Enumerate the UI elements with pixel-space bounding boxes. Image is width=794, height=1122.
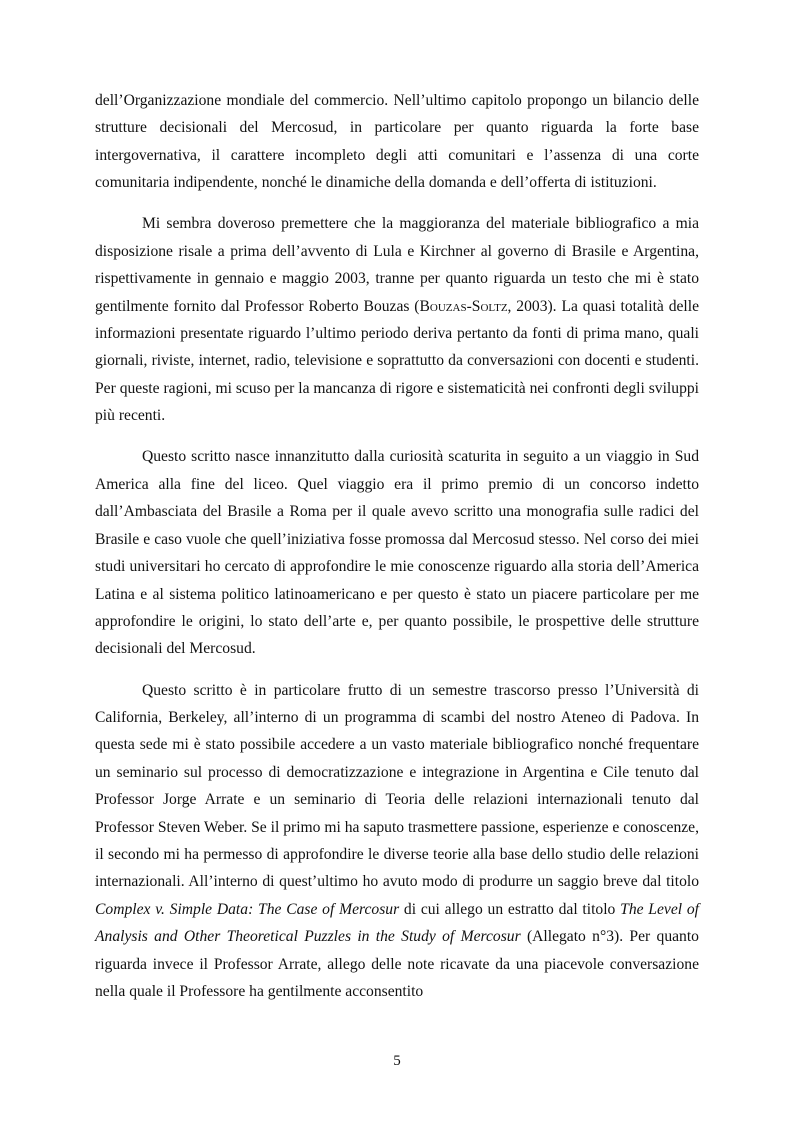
paragraph-3: Questo scritto nasce innanzitutto dalla curiosità scaturita in seguito a un viaggio in Sud America alla fine del liceo. Quel viaggio era il primo premio di un concorso indetto dall’Ambasciata del Brasile a Roma per il quale avevo scritto una monografia sulle radici del Brasile e caso vuole che quell’iniziativa fosse promossa dal Mercosud stesso. Nel corso dei miei studi universitari ho cercato di approfondire le mie conoscenze riguardo alla storia dell’America Latina e al sistema politico latinoamericano e per questo è stato un piacere particolare per me approfondire le origini, lo stato dell’arte e, per quanto possibile, le prospettive delle strutture decisionali del Mercosud. [95,448,699,658]
extract-title: The Level of Analysis and Other Theoretical Puzzles in the Study of Mercosur [95,900,699,946]
essay-title: Complex v. Simple Data: The Case of Mercosur [95,900,400,918]
paragraph-2-text-b: , 2003). La quasi totalità delle informazioni presentate riguardo l’ultimo periodo deriva pertanto da fonti di prima mano, quali giornali, riviste, internet, radio, televisione e soprattutto da conversazioni con docenti e studenti. Per queste ragioni, mi scuso per la mancanza di rigore e sistematicità nei confronti degli sviluppi più recenti. [95,297,699,425]
paragraph-4-text-c: (Allegato n°3). Per quanto riguarda invece il Professor Arrate, allego delle note ricavate da una piacevole conversazione nella quale il Professore ha gentilmente acconsentito [95,928,699,1000]
paragraph-4-text-a: Questo scritto è in particolare frutto di un semestre trascorso presso l’Università di California, Berkeley, all’interno di un programma di scambi del nostro Ateneo di Padova. In questa sede mi è stato possibile accedere a un vasto materiale bibliografico nonché frequentare un seminario sul processo di democratizzazione e integrazione in Argentina e Cile tenuto dal Professor Jorge Arrate e un seminario di Teoria delle relazioni internazionali tenuto dal Professor Steven Weber. Se il primo mi ha saputo trasmettere passione, esperienze e conoscenze, il secondo mi ha permesso di approfondire le diverse teorie alla base dello studio delle relazioni internazionali. All’interno di quest’ultimo ho avuto modo di produrre un saggio breve dal titolo [95,681,699,891]
paragraph-1: dell’Organizzazione mondiale del commercio. Nell’ultimo capitolo propongo un bilancio delle strutture decisionali del Mercosud, in particolare per quanto riguarda la forte base intergovernativa, il carattere incompleto degli atti comunitari e l’assenza di una corte comunitaria indipendente, nonché le dinamiche della domanda e dell’offerta di istituzioni. [95,92,699,192]
paragraph-4 [95,677,699,1006]
citation-bouzas-soltz: Bouzas-Soltz [419,297,508,315]
paragraph-2-text-a: Mi sembra doveroso premettere che la maggioranza del materiale bibliografico a mia disposizione risale a prima dell’avvento di Lula e Kirchner al governo di Brasile e Argentina, rispettivamente in gennaio e maggio 2003, tranne per quanto riguarda un testo che mi è stato gentilmente fornito dal Professor Roberto Bouzas ( [95,215,699,315]
document-page [95,87,699,1005]
page-number: 5 [393,1053,401,1069]
paragraph-2 [95,210,699,429]
paragraph-4-text-b: di cui allego un estratto dal titolo [399,900,621,918]
